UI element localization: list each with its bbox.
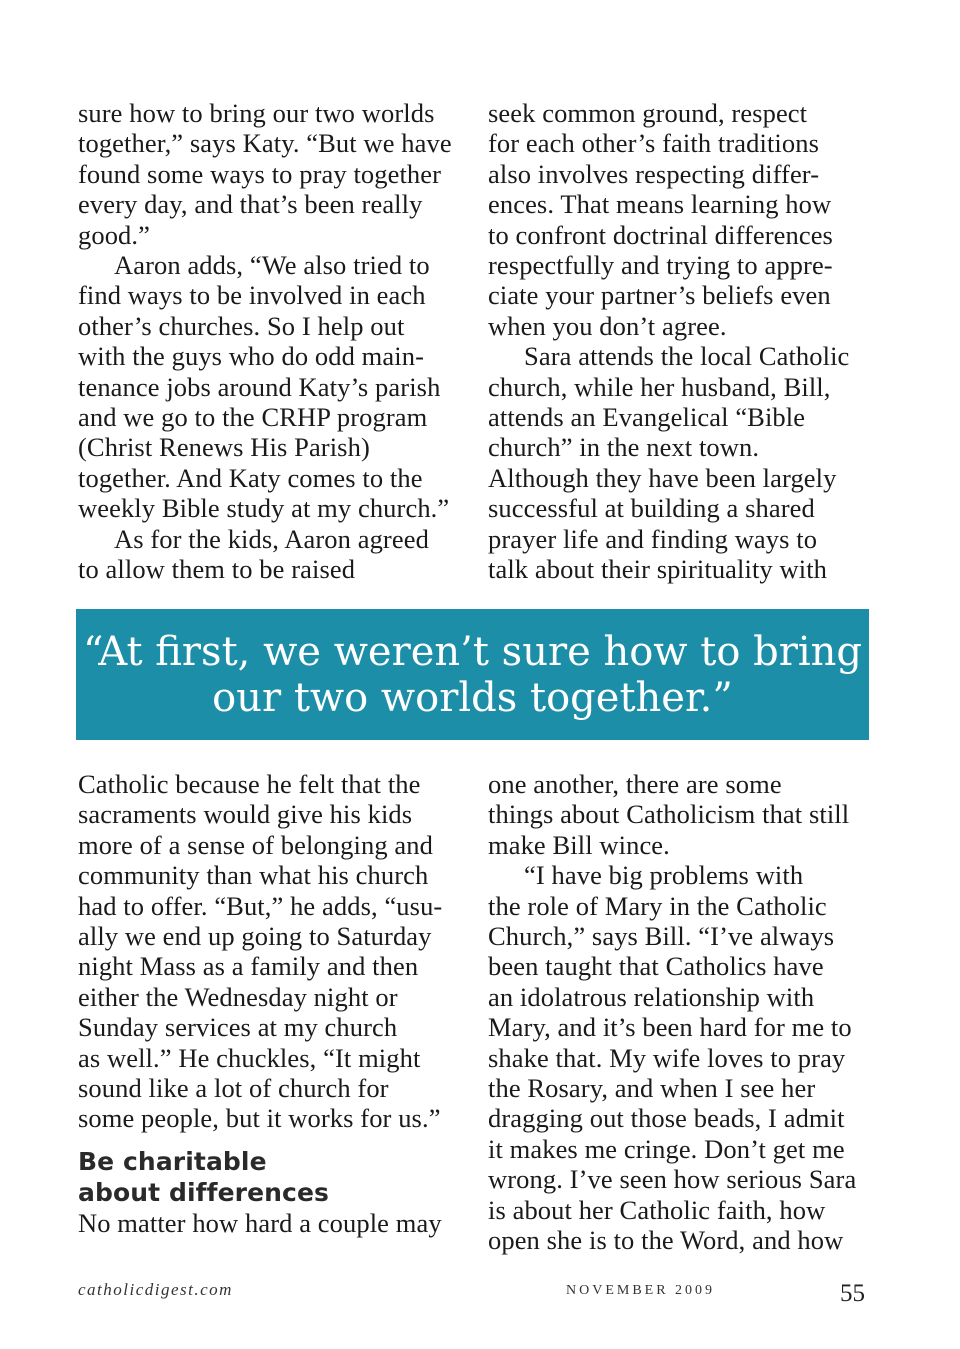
column-bottom-left-after bbox=[78, 1208, 468, 1238]
text-line: other’s churches. So I help out bbox=[78, 310, 405, 341]
paragraph bbox=[488, 860, 878, 890]
text-line: night Mass as a family and then bbox=[78, 951, 419, 982]
pull-quote-line-1: “At first, we weren’t sure how to bring bbox=[82, 629, 863, 675]
text-line: every day, and that’s been really bbox=[78, 189, 423, 220]
text-line: prayer life and finding ways to bbox=[488, 523, 818, 554]
text-line: been taught that Catholics have bbox=[488, 951, 824, 982]
text-line: things about Catholicism that still bbox=[488, 799, 850, 830]
text-line: found some ways to pray together bbox=[78, 158, 442, 189]
text-line: make Bill wince. bbox=[488, 829, 670, 860]
text-line: some people, but it works for us.” bbox=[78, 1103, 441, 1134]
text-line: As for the kids, Aaron agreed bbox=[114, 523, 429, 554]
text-line: and we go to the CRHP program bbox=[78, 402, 428, 433]
text-line: open she is to the Word, and how bbox=[488, 1225, 844, 1256]
column-top-left bbox=[78, 98, 468, 585]
text-line: Sara attends the local Catholic bbox=[524, 341, 850, 372]
text-line: dragging out those beads, I admit bbox=[488, 1103, 845, 1134]
column-top-right bbox=[488, 98, 878, 585]
page-number: 55 bbox=[840, 1280, 865, 1307]
text-line: sound like a lot of church for bbox=[78, 1073, 389, 1104]
paragraph bbox=[488, 341, 878, 371]
text-line: with the guys who do odd main- bbox=[78, 341, 424, 372]
text-line: Catholic because he felt that the bbox=[78, 769, 421, 799]
subhead-line-2: about differences bbox=[78, 1177, 330, 1207]
section-subhead bbox=[78, 1146, 468, 1208]
text-line: ally we end up going to Saturday bbox=[78, 921, 432, 952]
text-line: attends an Evangelical “Bible bbox=[488, 402, 806, 433]
text-line: (Christ Renews His Parish) bbox=[78, 432, 370, 463]
text-line: as well.” He chuckles, “It might bbox=[78, 1042, 421, 1073]
paragraph bbox=[78, 1208, 468, 1238]
text-line: to confront doctrinal differences bbox=[488, 219, 833, 250]
text-line: more of a sense of belonging and bbox=[78, 829, 433, 860]
text-line: sacraments would give his kids bbox=[78, 799, 413, 830]
text-line: respectfully and trying to appre- bbox=[488, 250, 833, 281]
footer-website: catholicdigest.com bbox=[78, 1280, 233, 1299]
text-line: ences. That means learning how bbox=[488, 189, 832, 220]
text-line: to allow them to be raised bbox=[78, 554, 356, 585]
column-bottom-left-body bbox=[78, 769, 468, 1134]
text-line: an idolatrous relationship with bbox=[488, 981, 815, 1012]
text-line: either the Wednesday night or bbox=[78, 981, 398, 1012]
text-line: sure how to bring our two worlds bbox=[78, 98, 435, 128]
text-line: Mary, and it’s been hard for me to bbox=[488, 1012, 852, 1043]
text-line: it makes me cringe. Don’t get me bbox=[488, 1133, 845, 1164]
paragraph bbox=[78, 524, 468, 585]
paragraph bbox=[78, 250, 468, 524]
paragraph bbox=[78, 98, 468, 250]
paragraph bbox=[78, 769, 468, 1134]
text-line: find ways to be involved in each bbox=[78, 280, 426, 311]
text-line: one another, there are some bbox=[488, 769, 782, 799]
paragraph bbox=[488, 769, 878, 860]
text-line: seek common ground, respect bbox=[488, 98, 808, 128]
text-line: weekly Bible study at my church.” bbox=[78, 493, 450, 524]
text-line: church” in the next town. bbox=[488, 432, 760, 463]
text-line: good.” bbox=[78, 219, 150, 250]
text-line: also involves respecting differ- bbox=[488, 158, 820, 189]
text-line: for each other’s faith traditions bbox=[488, 128, 820, 159]
text-line: ciate your partner’s beliefs even bbox=[488, 280, 831, 311]
text-line: the role of Mary in the Catholic bbox=[488, 890, 827, 921]
column-bottom-left bbox=[78, 769, 468, 1238]
text-line: had to offer. “But,” he adds, “usu- bbox=[78, 890, 443, 921]
text-line: successful at building a shared bbox=[488, 493, 815, 524]
pull-quote bbox=[76, 609, 869, 740]
paragraph bbox=[488, 372, 878, 585]
subhead-line-1: Be charitable bbox=[78, 1146, 267, 1176]
text-line: together. And Katy comes to the bbox=[78, 462, 423, 493]
text-line: “I have big problems with bbox=[524, 860, 804, 891]
text-line: No matter how hard a couple may bbox=[78, 1207, 442, 1238]
text-line: community than what his church bbox=[78, 860, 429, 891]
paragraph bbox=[488, 891, 878, 1256]
text-line: talk about their spirituality with bbox=[488, 554, 828, 585]
text-line: wrong. I’ve seen how serious Sara bbox=[488, 1164, 857, 1195]
paragraph bbox=[488, 98, 878, 341]
text-line: Church,” says Bill. “I’ve always bbox=[488, 921, 835, 952]
text-line: together,” says Katy. “But we have bbox=[78, 128, 452, 159]
text-line: shake that. My wife loves to pray bbox=[488, 1042, 846, 1073]
text-line: when you don’t agree. bbox=[488, 310, 727, 341]
column-bottom-right bbox=[488, 769, 878, 1256]
text-line: Aaron adds, “We also tried to bbox=[114, 250, 430, 281]
footer-date: NOVEMBER 2009 bbox=[566, 1283, 716, 1298]
text-line: Although they have been largely bbox=[488, 462, 837, 493]
text-line: church, while her husband, Bill, bbox=[488, 371, 831, 402]
text-line: tenance jobs around Katy’s parish bbox=[78, 371, 441, 402]
text-line: is about her Catholic faith, how bbox=[488, 1194, 826, 1225]
text-line: Sunday services at my church bbox=[78, 1012, 398, 1043]
pull-quote-line-2: our two worlds together.” bbox=[212, 675, 733, 721]
text-line: the Rosary, and when I see her bbox=[488, 1073, 816, 1104]
